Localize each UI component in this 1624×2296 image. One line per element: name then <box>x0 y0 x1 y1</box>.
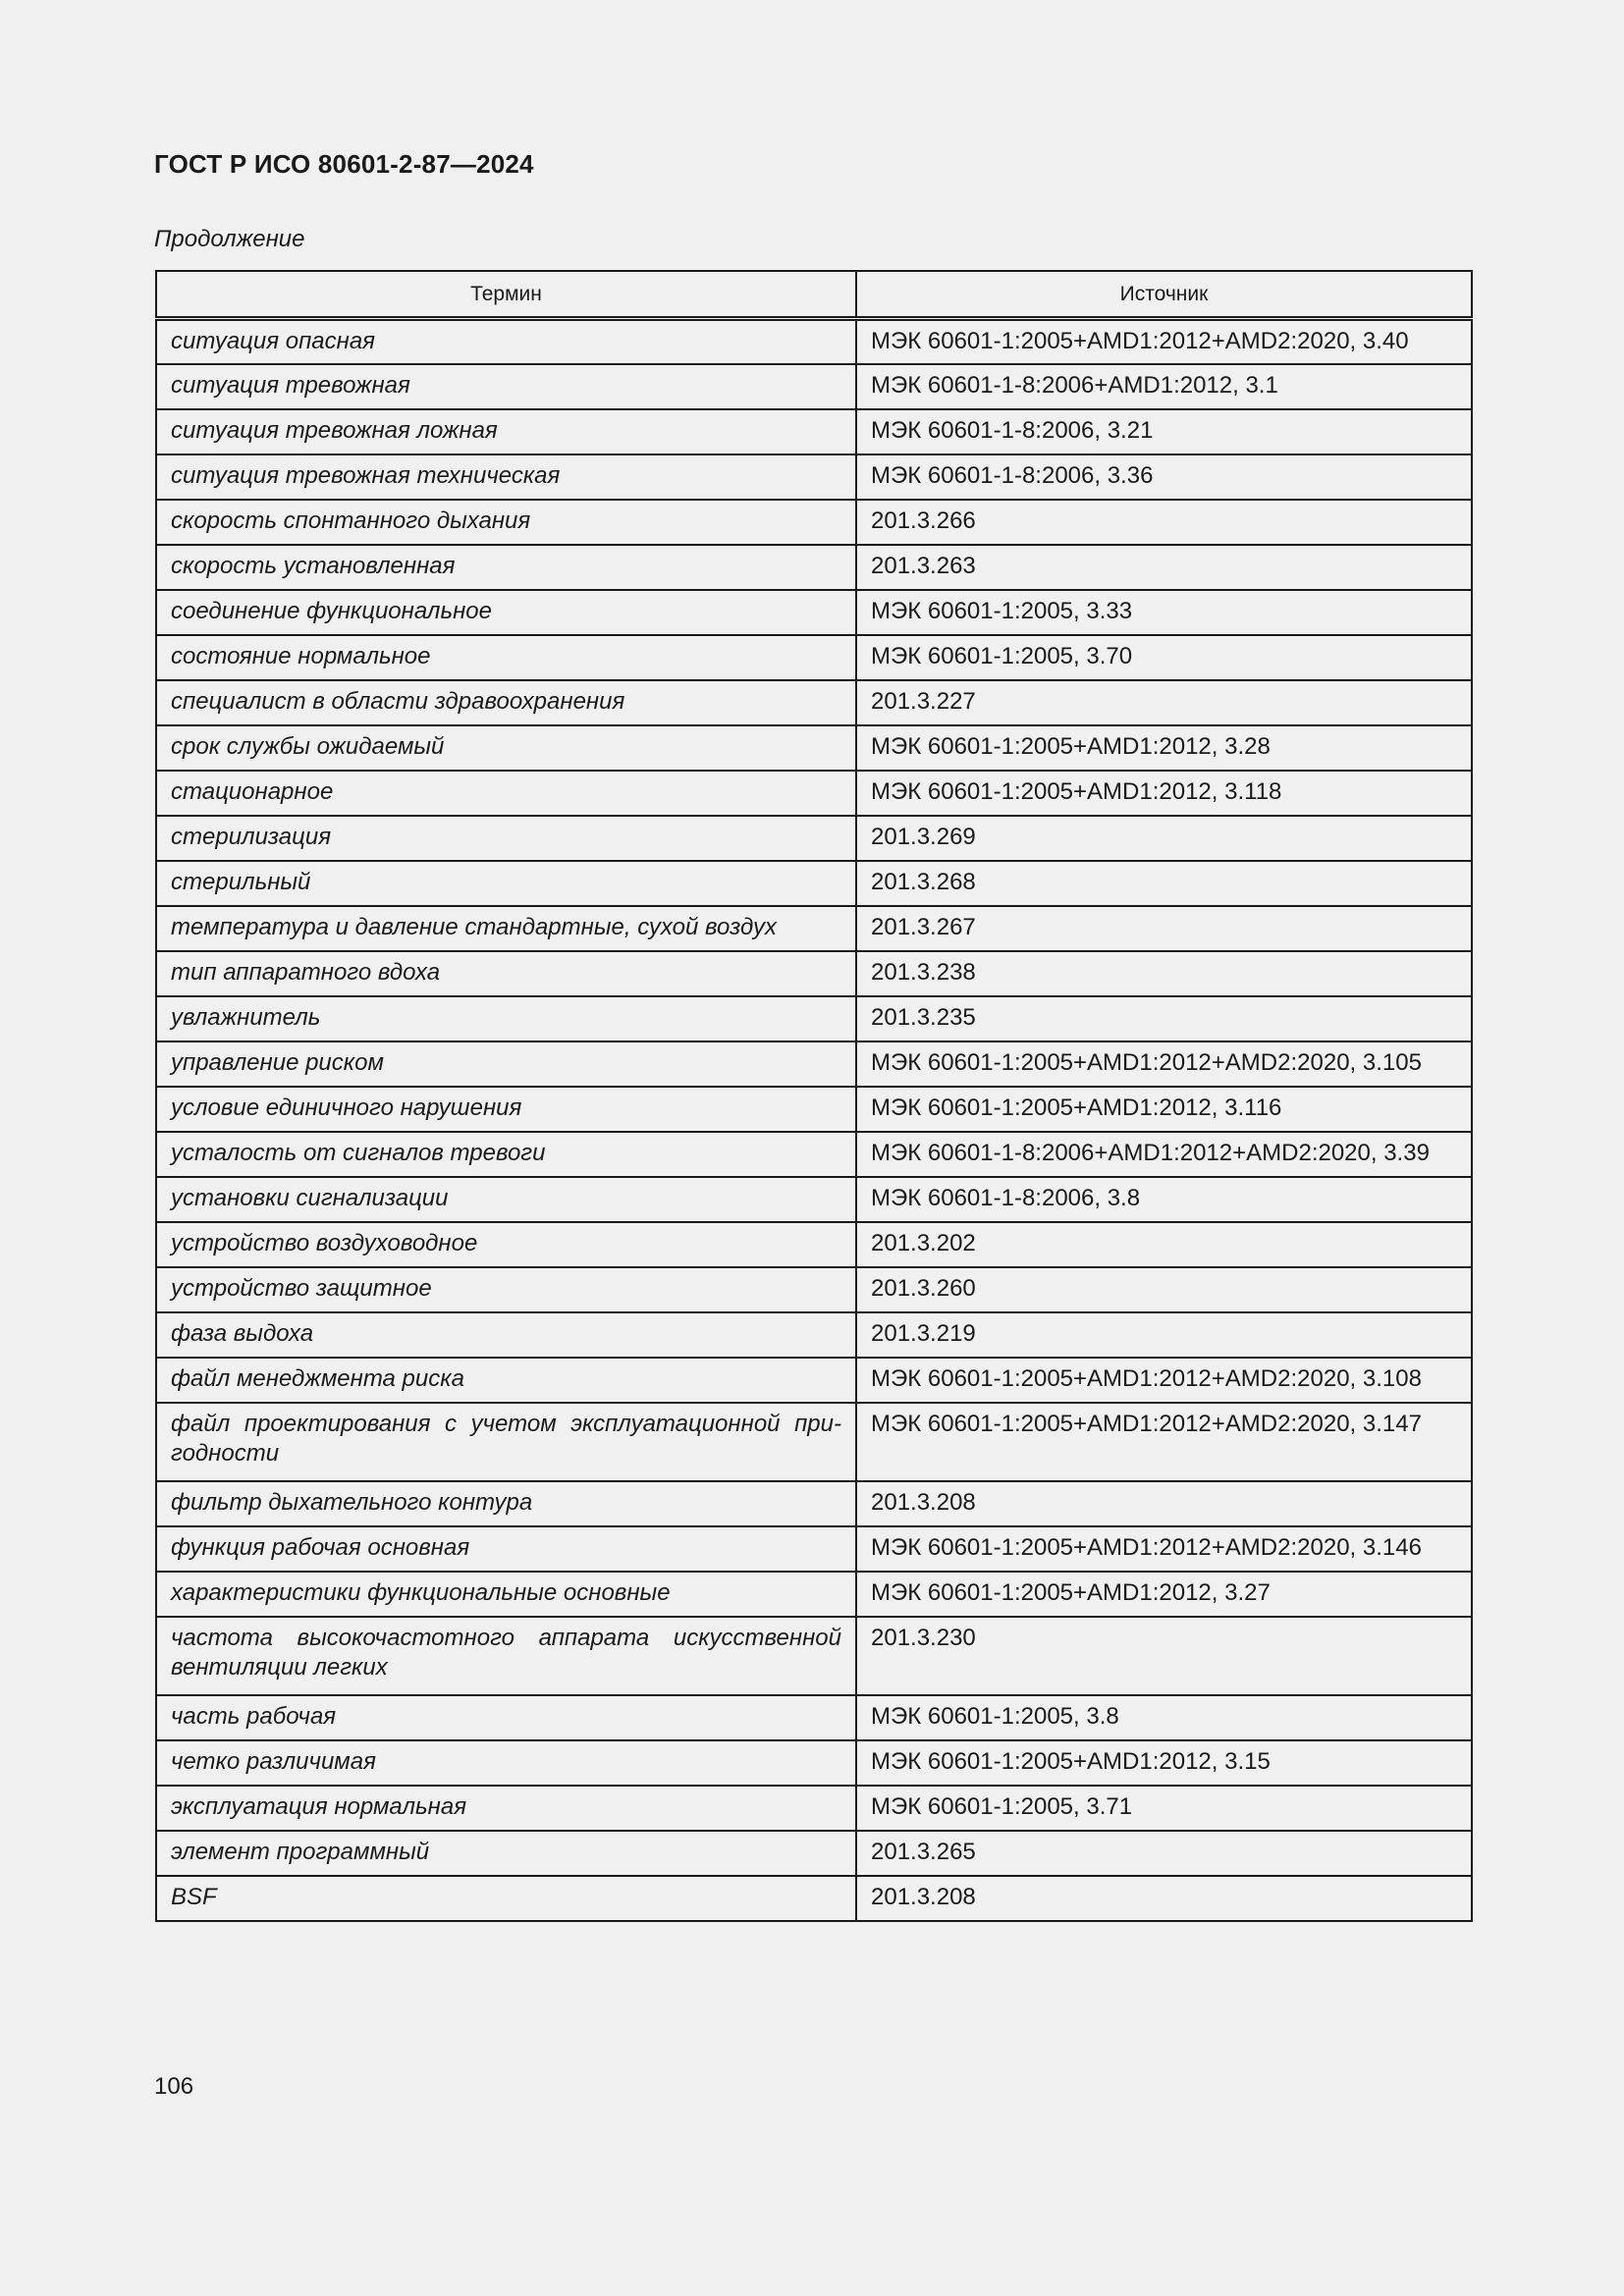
table-row <box>156 364 1472 409</box>
term-cell: часть рабочая <box>156 1695 856 1740</box>
table-row <box>156 500 1472 545</box>
page-number: 106 <box>154 2073 194 2100</box>
source-cell: МЭК 60601-1:2005, 3.70 <box>856 635 1472 680</box>
term-cell: соединение функциональное <box>156 590 856 635</box>
table-row <box>156 545 1472 590</box>
table-row <box>156 409 1472 454</box>
source-cell: 201.3.227 <box>856 680 1472 725</box>
table-row <box>156 771 1472 816</box>
source-cell: МЭК 60601-1:2005, 3.33 <box>856 590 1472 635</box>
table-row <box>156 1617 1472 1695</box>
table-row <box>156 906 1472 951</box>
term-cell: частота высокочастотного аппарата искусственной вентиляции легких <box>156 1617 856 1695</box>
table-row <box>156 725 1472 771</box>
source-cell: МЭК 60601-1:2005+AMD1:2012+AMD2:2020, 3.40 <box>856 319 1472 364</box>
source-cell: 201.3.263 <box>856 545 1472 590</box>
source-cell: МЭК 60601-1:2005+AMD1:2012+AMD2:2020, 3.146 <box>856 1526 1472 1572</box>
table-row <box>156 1572 1472 1617</box>
term-cell: характеристики функциональные основные <box>156 1572 856 1617</box>
source-cell: 201.3.219 <box>856 1312 1472 1358</box>
table-row <box>156 1177 1472 1222</box>
table-row <box>156 1695 1472 1740</box>
term-cell: скорость спонтанного дыхания <box>156 500 856 545</box>
term-cell: состояние нормальное <box>156 635 856 680</box>
term-cell: ситуация тревожная <box>156 364 856 409</box>
source-cell: 201.3.235 <box>856 996 1472 1041</box>
table-row <box>156 319 1472 364</box>
table-row <box>156 1831 1472 1876</box>
table-row <box>156 1222 1472 1267</box>
table-row <box>156 861 1472 906</box>
table-row <box>156 680 1472 725</box>
table-row <box>156 1786 1472 1831</box>
source-cell: МЭК 60601-1:2005+AMD1:2012, 3.15 <box>856 1740 1472 1786</box>
source-cell: 201.3.267 <box>856 906 1472 951</box>
table-row <box>156 1312 1472 1358</box>
source-cell: МЭК 60601-1:2005+AMD1:2012+AMD2:2020, 3.105 <box>856 1041 1472 1087</box>
term-cell: стерильный <box>156 861 856 906</box>
term-cell: стерилизация <box>156 816 856 861</box>
term-cell: файл проектирования с учетом эксплуатационной при-годности <box>156 1403 856 1481</box>
table-row <box>156 816 1472 861</box>
table-header-row <box>156 271 1472 319</box>
source-cell: 201.3.265 <box>856 1831 1472 1876</box>
table-row <box>156 590 1472 635</box>
source-cell: 201.3.230 <box>856 1617 1472 1695</box>
term-cell: элемент программный <box>156 1831 856 1876</box>
source-cell: 201.3.268 <box>856 861 1472 906</box>
table-row <box>156 1041 1472 1087</box>
source-cell: 201.3.202 <box>856 1222 1472 1267</box>
table-row <box>156 1740 1472 1786</box>
term-cell: эксплуатация нормальная <box>156 1786 856 1831</box>
term-cell: установки сигнализации <box>156 1177 856 1222</box>
column-header-source: Источник <box>856 271 1472 319</box>
table-row <box>156 1481 1472 1526</box>
table-row <box>156 1403 1472 1481</box>
term-cell: условие единичного нарушения <box>156 1087 856 1132</box>
source-cell: МЭК 60601-1:2005, 3.8 <box>856 1695 1472 1740</box>
source-cell: МЭК 60601-1-8:2006, 3.21 <box>856 409 1472 454</box>
term-cell: ситуация тревожная техническая <box>156 454 856 500</box>
table-row <box>156 951 1472 996</box>
term-cell: управление риском <box>156 1041 856 1087</box>
table-row <box>156 996 1472 1041</box>
source-cell: МЭК 60601-1:2005+AMD1:2012, 3.28 <box>856 725 1472 771</box>
term-cell: тип аппаратного вдоха <box>156 951 856 996</box>
term-cell: увлажнитель <box>156 996 856 1041</box>
term-cell: ситуация тревожная ложная <box>156 409 856 454</box>
document-header: ГОСТ Р ИСО 80601-2-87—2024 <box>154 149 534 179</box>
source-cell: 201.3.238 <box>856 951 1472 996</box>
term-cell: фильтр дыхательного контура <box>156 1481 856 1526</box>
source-cell: 201.3.208 <box>856 1876 1472 1921</box>
term-cell: срок службы ожидаемый <box>156 725 856 771</box>
source-cell: МЭК 60601-1:2005+AMD1:2012, 3.27 <box>856 1572 1472 1617</box>
source-cell: МЭК 60601-1:2005+AMD1:2012+AMD2:2020, 3.108 <box>856 1358 1472 1403</box>
term-cell: стационарное <box>156 771 856 816</box>
source-cell: 201.3.208 <box>856 1481 1472 1526</box>
table-row <box>156 1087 1472 1132</box>
source-cell: МЭК 60601-1:2005+AMD1:2012, 3.118 <box>856 771 1472 816</box>
table-row <box>156 1267 1472 1312</box>
table-row <box>156 1358 1472 1403</box>
source-cell: МЭК 60601-1:2005+AMD1:2012+AMD2:2020, 3.147 <box>856 1403 1472 1481</box>
term-cell: скорость установленная <box>156 545 856 590</box>
term-cell: BSF <box>156 1876 856 1921</box>
table-row <box>156 635 1472 680</box>
source-cell: МЭК 60601-1-8:2006, 3.36 <box>856 454 1472 500</box>
term-cell: фаза выдоха <box>156 1312 856 1358</box>
term-cell: устройство воздуховодное <box>156 1222 856 1267</box>
term-cell: усталость от сигналов тревоги <box>156 1132 856 1177</box>
term-cell: файл менеджмента риска <box>156 1358 856 1403</box>
term-cell: четко различимая <box>156 1740 856 1786</box>
source-cell: МЭК 60601-1-8:2006+AMD1:2012, 3.1 <box>856 364 1472 409</box>
source-cell: МЭК 60601-1-8:2006, 3.8 <box>856 1177 1472 1222</box>
source-cell: МЭК 60601-1:2005, 3.71 <box>856 1786 1472 1831</box>
term-cell: температура и давление стандартные, сухой воздух <box>156 906 856 951</box>
term-cell: функция рабочая основная <box>156 1526 856 1572</box>
term-cell: ситуация опасная <box>156 319 856 364</box>
source-cell: МЭК 60601-1-8:2006+AMD1:2012+AMD2:2020, 3.39 <box>856 1132 1472 1177</box>
source-cell: МЭК 60601-1:2005+AMD1:2012, 3.116 <box>856 1087 1472 1132</box>
table-row <box>156 454 1472 500</box>
table-row <box>156 1876 1472 1921</box>
term-cell: специалист в области здравоохранения <box>156 680 856 725</box>
terms-table <box>155 270 1473 1922</box>
column-header-term: Термин <box>156 271 856 319</box>
table-row <box>156 1132 1472 1177</box>
table-row <box>156 1526 1472 1572</box>
source-cell: 201.3.260 <box>856 1267 1472 1312</box>
continuation-label: Продолжение <box>154 226 305 252</box>
term-cell: устройство защитное <box>156 1267 856 1312</box>
source-cell: 201.3.266 <box>856 500 1472 545</box>
source-cell: 201.3.269 <box>856 816 1472 861</box>
